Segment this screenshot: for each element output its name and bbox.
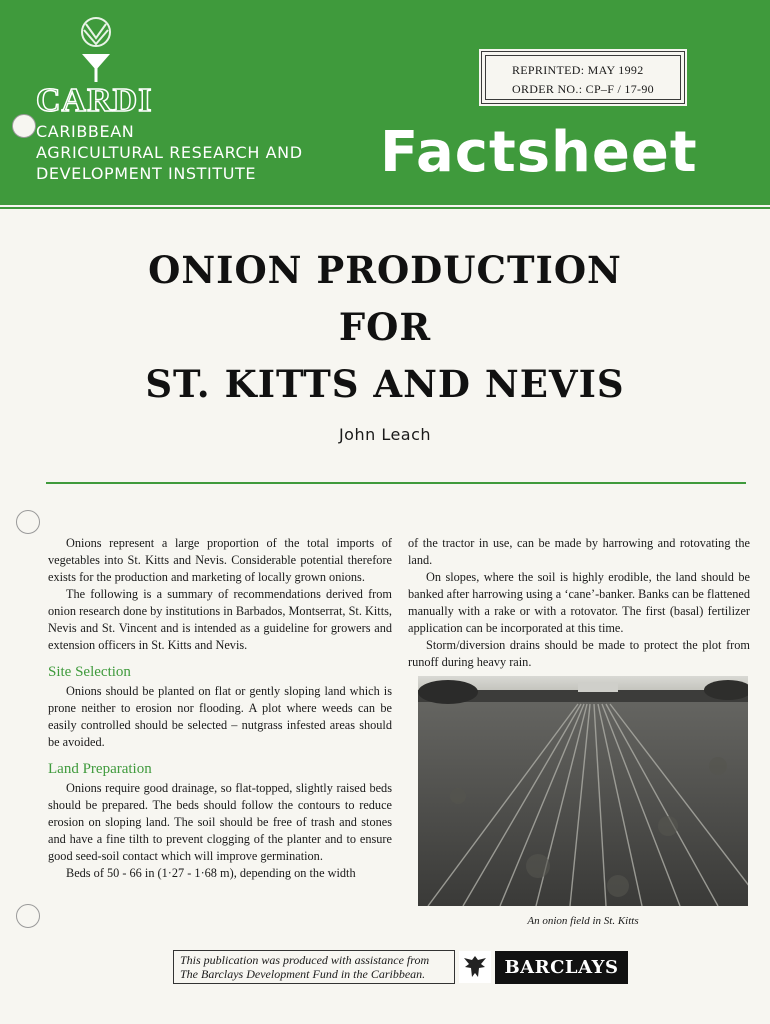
paragraph: Beds of 50 - 66 in (1·27 - 1·68 m), depending on the width bbox=[66, 866, 356, 880]
factsheet-wordmark: Factsheet bbox=[380, 120, 698, 185]
institute-name bbox=[36, 121, 303, 184]
institute-line: CARIBBEAN bbox=[36, 122, 135, 141]
paragraph: On slopes, where the soil is highly erodible, the land should be banked after harrowing using a ‘cane’-banker. Banks can be flattened manually with a rake or with a rotovator. The first (basal) fertilizer application can be incorporated at this time. bbox=[408, 570, 750, 635]
site-selection-heading: Site Selection bbox=[48, 664, 131, 680]
land-preparation-heading: Land Preparation bbox=[48, 761, 152, 777]
reprinted-date: REPRINTED: MAY 1992 bbox=[512, 63, 644, 77]
paragraph: Onions represent a large proportion of the total imports of vegetables into St. Kitts and Nevis. Considerable potential therefore exists for the production and marketing of locally grown onions. bbox=[48, 536, 392, 584]
cardi-logo-word: CARDI bbox=[36, 82, 153, 119]
barclays-eagle-icon bbox=[459, 951, 491, 983]
paragraph: Onions require good drainage, so flat-topped, slightly raised beds should be prepared. The beds should follow the contours to reduce erosion on sloping land. The soil should be free of trash and stones and have a fine tilth to prevent clogging of the planter and to ensure good seed-soil contact which will improve germination. bbox=[48, 781, 392, 863]
paragraph: of the tractor in use, can be made by harrowing and rotovating the land. bbox=[408, 536, 750, 567]
acknowledgement-line: This publication was produced with assistance from bbox=[180, 953, 430, 967]
header-underline bbox=[0, 207, 770, 209]
paragraph: Onions should be planted on flat or gently sloping land which is prone neither to erosion nor flooding. A plot where weeds can be easily controlled should be selected – nutgrass infested areas should be avoided. bbox=[48, 684, 392, 749]
left-column bbox=[48, 535, 392, 882]
barclays-logo: BARCLAYS bbox=[495, 951, 628, 984]
title-line: FOR bbox=[338, 305, 432, 349]
punch-hole bbox=[16, 904, 40, 928]
acknowledgement-line: The Barclays Development Fund in the Caribbean. bbox=[180, 967, 426, 981]
title-line: ST. KITTS AND NEVIS bbox=[145, 362, 625, 406]
onion-field-photo bbox=[418, 676, 748, 906]
title-line: ONION PRODUCTION bbox=[148, 248, 622, 292]
section-rule bbox=[46, 482, 746, 484]
photo-caption: An onion field in St. Kitts bbox=[527, 915, 639, 927]
author: John Leach bbox=[338, 425, 432, 444]
right-column bbox=[408, 535, 750, 671]
institute-line: AGRICULTURAL RESEARCH AND bbox=[36, 143, 303, 162]
acknowledgement-box bbox=[173, 950, 455, 984]
cardi-emblem-icon bbox=[74, 14, 118, 84]
punch-hole bbox=[16, 510, 40, 534]
paragraph: Storm/diversion drains should be made to protect the plot from runoff during heavy rain. bbox=[408, 638, 750, 669]
institute-line: DEVELOPMENT INSTITUTE bbox=[36, 164, 257, 183]
reprint-info-box bbox=[481, 51, 685, 104]
order-number: ORDER NO.: CP–F / 17-90 bbox=[512, 82, 654, 96]
paragraph: The following is a summary of recommendations derived from onion research done by institutions in Barbados, Montserrat, St. Kitts, Nevis and St. Vincent and is intended as a guideline for growers and extension officers in St. Kitts and Nevis. bbox=[48, 587, 392, 652]
punch-hole bbox=[12, 114, 36, 138]
